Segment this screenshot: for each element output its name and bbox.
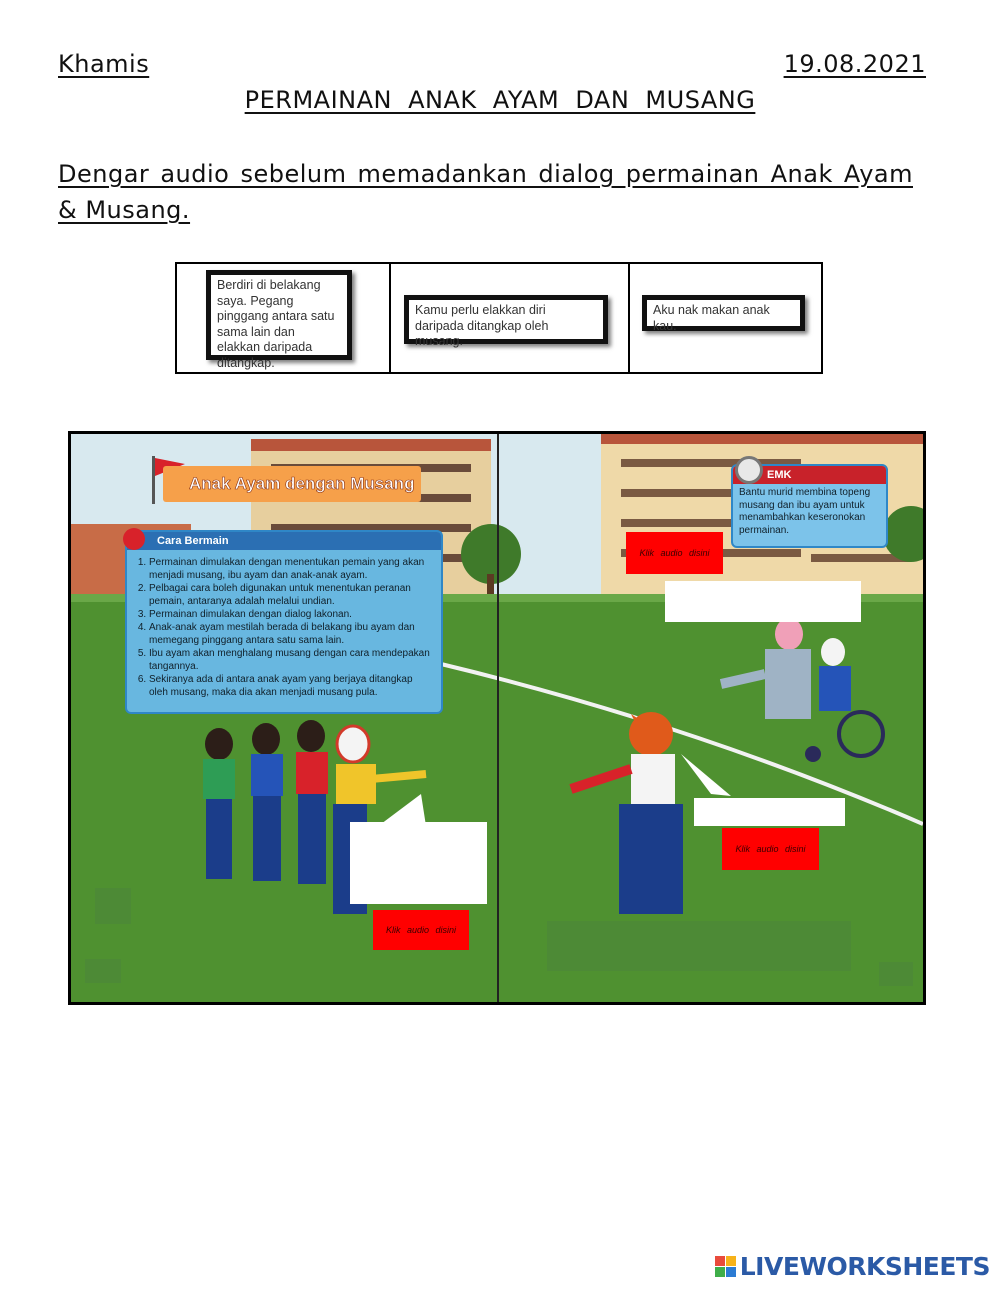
banner [163, 466, 421, 502]
dialog-card[interactable]: Kamu perlu elakkan diri daripada ditangkap oleh musang. [404, 295, 608, 344]
cover-box [95, 888, 131, 924]
audio-button[interactable]: Klik audio disini [722, 828, 819, 870]
audio-button[interactable]: Klik audio disini [373, 910, 469, 950]
apple-icon [123, 528, 145, 550]
table-cell [389, 264, 628, 372]
day-label: Khamis [58, 50, 150, 78]
dialog-card[interactable]: Aku nak makan anak kau. [642, 295, 805, 331]
cover-box [85, 959, 121, 983]
instruction-text: Dengar audio sebelum memadankan dialog permainan Anak Ayam & Musang. [58, 160, 913, 224]
answer-box[interactable] [665, 581, 861, 622]
dialog-card-table [175, 262, 823, 374]
table-cell [628, 264, 821, 372]
emk-heading: EMK [733, 466, 886, 484]
emk-text: Bantu murid membina topeng musang dan ibu ayam untuk menambahkan keseronokan permainan. [739, 487, 871, 536]
rules-list [135, 556, 433, 699]
list-item: 6. Sekiranya ada di antara anak ayam yang berjaya ditangkap oleh musang, maka dia akan menjadi musang pula. [149, 673, 433, 699]
page-title: PERMAINAN ANAK AYAM DAN MUSANG [244, 86, 756, 114]
dialog-card[interactable]: Berdiri di belakang saya. Pegang pinggang antara satu sama lain dan elakkan daripada ditangkap. [206, 270, 352, 360]
stopwatch-icon [735, 456, 763, 484]
answer-box[interactable] [350, 822, 487, 904]
list-item: 2. Pelbagai cara boleh digunakan untuk menentukan peranan pemain, antaranya adalah melalui undian. [149, 582, 433, 608]
rules-heading: Cara Bermain [127, 532, 441, 550]
list-item: 5. Ibu ayam akan menghalang musang dengan cara mendepakan tangannya. [149, 647, 433, 673]
list-item: 1. Permainan dimulakan dengan menentukan pemain yang akan menjadi musang, ibu ayam dan anak-anak ayam. [149, 556, 433, 582]
cover-box [547, 921, 851, 971]
book-scene [68, 431, 926, 1005]
banner-title: Anak Ayam dengan Musang [189, 474, 415, 493]
cover-box [879, 962, 913, 986]
logo-text: LIVEWORKSHEETS [739, 1252, 990, 1281]
liveworksheets-logo [715, 1252, 990, 1281]
audio-button[interactable]: Klik audio disini [626, 532, 723, 574]
answer-box[interactable] [694, 798, 845, 826]
list-item: 4. Anak-anak ayam mestilah berada di belakang ibu ayam dan memegang pinggang antara satu sama lain. [149, 621, 433, 647]
date-label: 19.08.2021 [783, 50, 926, 78]
rules-panel [125, 530, 443, 714]
logo-mark-icon [715, 1256, 736, 1277]
emk-panel [731, 464, 888, 548]
table-cell [177, 264, 389, 372]
list-item: 3. Permainan dimulakan dengan dialog lakonan. [149, 608, 433, 621]
